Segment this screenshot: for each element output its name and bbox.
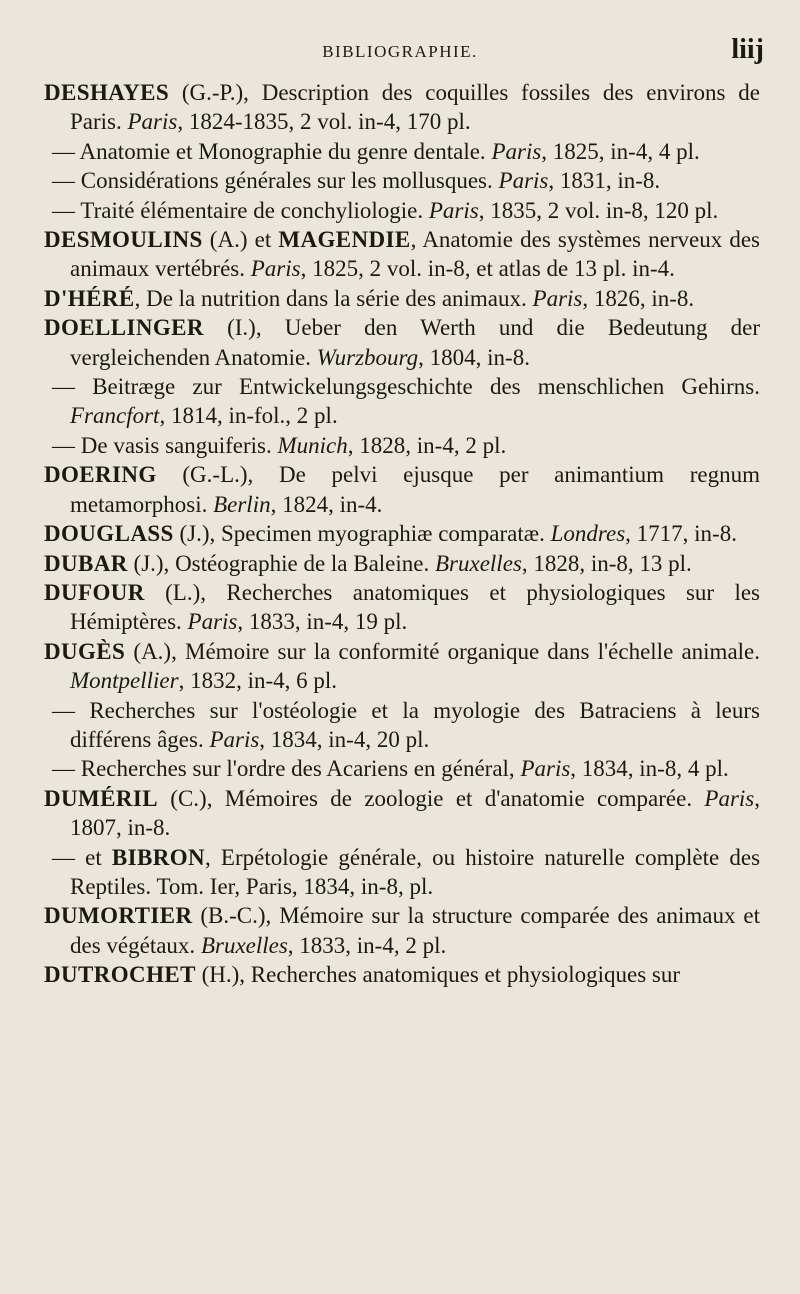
bibliography-list (44, 78, 760, 990)
entry-place: Wurzbourg (316, 344, 419, 370)
entry-title: Anatomie et Monographie du genre dentale. (79, 138, 492, 164)
entry-title: Specimen myographiæ comparatæ. (221, 521, 551, 547)
entry-imprint: , 1834, in-8, 4 pl. (570, 756, 729, 782)
entry-place: Montpellier (70, 668, 179, 694)
entry-author: DOERING (44, 462, 157, 488)
entry-imprint: , 1834, in-4, 20 pl. (259, 726, 430, 752)
entry-initials: (I.), (203, 315, 285, 341)
running-head (0, 34, 800, 74)
entry-place: Paris (209, 726, 260, 752)
entry-imprint: , 1824, in-4. (270, 491, 383, 517)
entry-author: MAGENDIE (278, 227, 411, 253)
entry-author: DUBAR (44, 550, 128, 576)
entry-imprint: , 1807, in-8. (70, 785, 760, 841)
entry-title: Recherches anatomiques et physiologiques sur les Hémiptères. (70, 579, 760, 635)
entry-author: DESHAYES (44, 80, 170, 105)
entry-lead: et (85, 844, 112, 870)
entry-place: Paris (250, 256, 301, 282)
bibliography-entry (44, 78, 760, 137)
entry-dash: — (52, 844, 86, 870)
bibliography-subentry (44, 372, 760, 431)
bibliography-entry (44, 637, 760, 696)
entry-title: De la nutrition dans la série des animaux. (146, 285, 533, 311)
entry-title: Recherches sur l'ordre des Acariens en général, (80, 756, 521, 782)
entry-imprint: , 1717, in-8. (625, 521, 737, 547)
entry-initials: , (410, 227, 423, 253)
entry-dash: — (52, 374, 93, 400)
entry-imprint: , 1834, in-8, pl. (291, 873, 434, 899)
entry-imprint: , 1804, in-8. (418, 344, 530, 370)
running-title: BIBLIOGRAPHIE. (322, 42, 478, 61)
bibliography-subentry (44, 696, 760, 755)
entry-initials: (A.) et (202, 227, 279, 253)
entry-title: Mémoire sur la structure comparée des animaux et des végétaux. (70, 903, 760, 958)
bibliography-entry (44, 901, 760, 960)
entry-imprint: , 1826, in-8. (582, 285, 695, 311)
bibliography-subentry (44, 843, 760, 902)
entry-title: Ueber den Werth und die Bedeutung der vergleichenden Anatomie. (70, 315, 761, 370)
entry-title: Mémoire sur la conformité organique dans l'échelle animale. (185, 638, 760, 664)
entry-initials: (J.), (127, 550, 176, 576)
entry-initials: (G.-P.), (169, 80, 262, 105)
entry-initials: (B.-C.), (192, 903, 280, 929)
entry-imprint: , 1825, 2 vol. in-8, et atlas de 13 pl. in-4. (300, 256, 675, 282)
entry-title: Considérations générales sur les mollusques. (80, 168, 499, 194)
bibliography-entry (44, 784, 760, 843)
entry-place: Paris (491, 138, 542, 164)
entry-author: BIBRON (111, 844, 206, 870)
entry-dash: — (52, 697, 90, 723)
page-number: liij (731, 34, 764, 65)
entry-initials: (C.), (157, 785, 225, 811)
entry-place: Paris (498, 168, 549, 194)
entry-place: Londres (550, 521, 626, 547)
entry-title: Traité élémentaire de conchyliologie. (80, 197, 429, 223)
entry-place: Paris (520, 756, 571, 782)
bibliography-subentry (44, 137, 760, 166)
entry-author: DUGÈS (44, 638, 126, 664)
bibliography-entry (44, 549, 760, 578)
bibliography-entry (44, 460, 760, 519)
entry-place: Berlin (213, 491, 271, 517)
entry-title: Anatomie des systèmes nerveux des animaux vertébrés. (70, 227, 761, 282)
entry-place: Bruxelles (200, 932, 288, 958)
entry-title: Description des coquilles fossiles des environs de Paris. (70, 80, 760, 135)
entry-title: Erpétologie générale, ou histoire naturelle complète des Reptiles. Tom. Ier, Paris (70, 844, 761, 899)
entry-title: Recherches anatomiques et physiologiques sur (250, 962, 681, 988)
bibliography-entry (44, 519, 760, 548)
entry-imprint: , 1833, in-4, 2 pl. (287, 932, 447, 958)
bibliography-entry (44, 225, 760, 284)
entry-imprint: , 1824-1835, 2 vol. in-4, 170 pl. (177, 109, 471, 135)
entry-place: Munich (277, 432, 348, 458)
entry-author: DESMOULINS (44, 227, 203, 253)
entry-imprint: , 1832, in-4, 6 pl. (178, 668, 338, 694)
entry-title: Mémoires de zoologie et d'anatomie comparée. (224, 785, 705, 811)
entry-title: De vasis sanguiferis. (80, 432, 278, 458)
entry-dash: — (52, 168, 81, 194)
bibliography-entry (44, 578, 760, 637)
entry-dash: — (52, 197, 81, 223)
entry-initials: (H.), (195, 962, 251, 988)
entry-author: DUMÉRIL (44, 785, 158, 811)
entry-title: Recherches sur l'ostéologie et la myologie des Batraciens à leurs différens âges. (70, 697, 760, 752)
entry-initials: , (134, 285, 147, 311)
entry-initials: , (205, 844, 221, 870)
bibliography-entry (44, 313, 760, 372)
entry-place: Paris (532, 285, 583, 311)
entry-initials: (L.), (144, 579, 227, 605)
bibliography-entry (44, 284, 760, 313)
entry-place: Francfort (70, 403, 160, 429)
entry-imprint: , 1828, in-4, 2 pl. (347, 432, 507, 458)
entry-imprint: , 1825, in-4, 4 pl. (541, 138, 700, 164)
bibliography-subentry (44, 754, 760, 783)
entry-imprint: , 1828, in-8, 13 pl. (521, 550, 692, 576)
entry-imprint: , 1831, in-8. (548, 168, 661, 194)
entry-title: De pelvi ejusque per animantium regnum metamorphosi. (70, 462, 761, 517)
entry-author: DUTROCHET (44, 962, 196, 988)
entry-imprint: , 1833, in-4, 19 pl. (237, 609, 408, 635)
entry-imprint: , 1814, in-fol., 2 pl. (159, 403, 338, 429)
bibliography-subentry (44, 166, 760, 195)
entry-dash: — (52, 756, 81, 782)
entry-dash: — (52, 138, 80, 164)
entry-imprint: , 1835, 2 vol. in-8, 120 pl. (478, 197, 719, 223)
entry-author: DUMORTIER (44, 903, 193, 929)
entry-place: Paris (704, 785, 755, 811)
entry-title: Ostéographie de la Baleine. (175, 550, 435, 576)
entry-dash: — (52, 432, 81, 458)
bibliography-subentry (44, 196, 760, 225)
entry-initials: (J.), (173, 521, 222, 547)
entry-author: D'HÉRÉ (44, 285, 135, 311)
entry-place: Paris (187, 609, 238, 635)
entry-author: DOELLINGER (44, 315, 204, 341)
bibliography-entry (44, 960, 760, 989)
entry-title: Beitræge zur Entwickelungsgeschichte des menschlichen Gehirns. (92, 374, 761, 400)
bibliography-subentry (44, 431, 760, 460)
entry-author: DUFOUR (44, 579, 145, 605)
entry-place: Paris (127, 109, 178, 135)
entry-author: DOUGLASS (44, 521, 174, 547)
entry-initials: (G.-L.), (156, 462, 279, 488)
entry-place: Bruxelles (435, 550, 522, 576)
entry-place: Paris (428, 197, 479, 223)
entry-initials: (A.), (125, 638, 186, 664)
